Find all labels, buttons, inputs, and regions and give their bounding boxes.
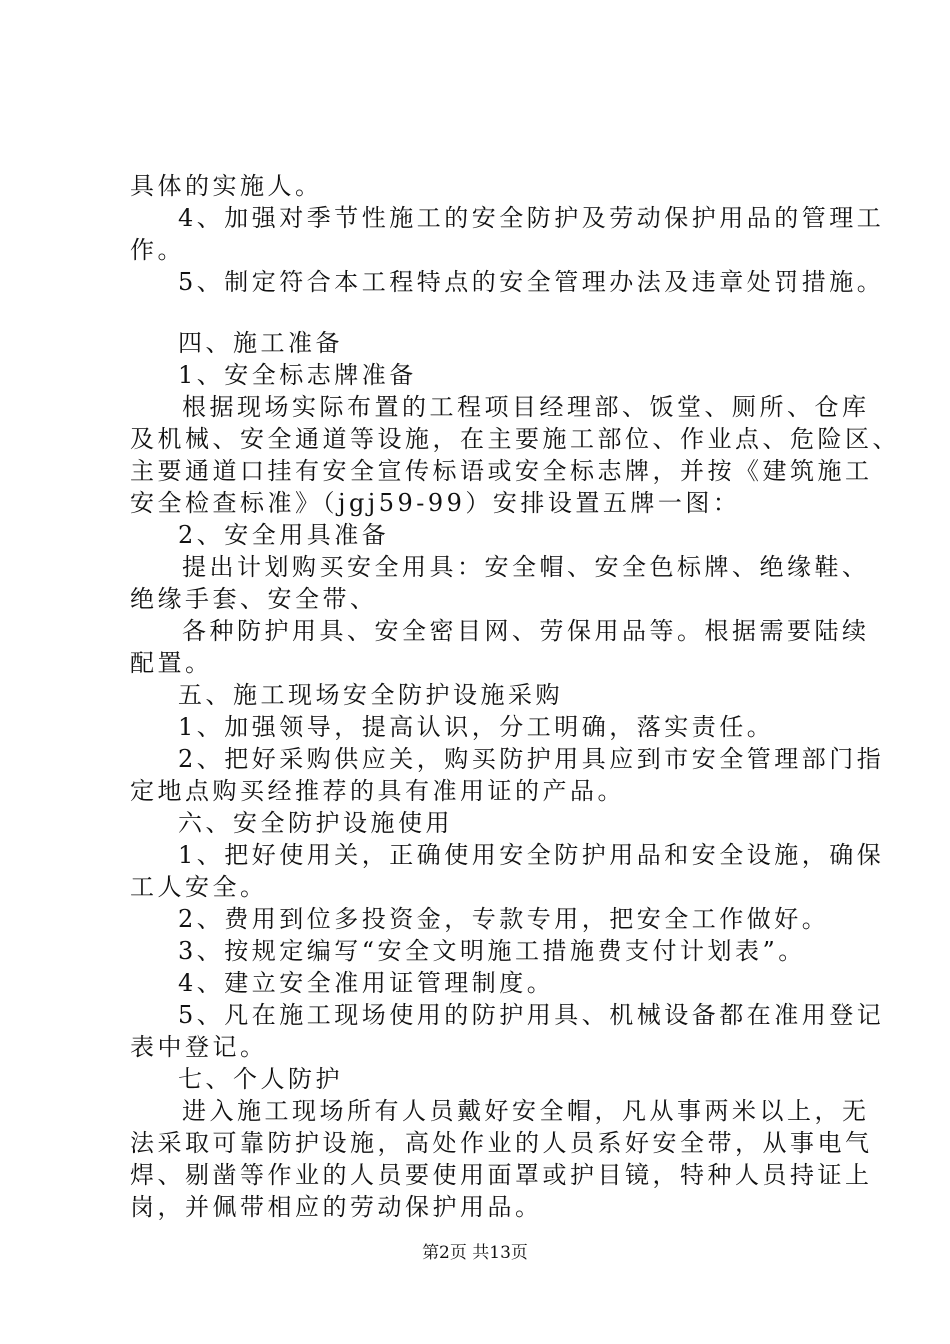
text-line: 配置。: [130, 649, 213, 677]
section-heading: 六、安全防护设施使用: [178, 809, 453, 837]
text-line: 安全检查标准》（jgj59-99）安排设置五牌一图：: [130, 489, 741, 517]
text-line: 5、凡在施工现场使用的防护用具、机械设备都在准用登记: [178, 1001, 885, 1029]
document-body: [130, 170, 900, 1223]
section-heading: 七、个人防护: [178, 1065, 343, 1093]
text-line: 4、加强对季节性施工的安全防护及劳动保护用品的管理工: [178, 204, 885, 232]
text-line: 工人安全。: [130, 873, 268, 901]
text-line: 5、制定符合本工程特点的安全管理办法及违章处罚措施。: [178, 268, 885, 296]
text-line: 及机械、安全通道等设施，在主要施工部位、作业点、危险区、: [130, 425, 900, 453]
section-heading: 五、施工现场安全防护设施采购: [178, 681, 563, 709]
text-line: 提出计划购买安全用具：安全帽、安全色标牌、绝缘鞋、: [182, 553, 870, 581]
text-line: 根据现场实际布置的工程项目经理部、饭堂、厕所、仓库: [182, 393, 870, 421]
text-line: 焊、剔凿等作业的人员要使用面罩或护目镜，特种人员持证上: [130, 1161, 873, 1189]
subsection-heading: 2、安全用具准备: [178, 521, 390, 549]
text-line: 定地点购买经推荐的具有准用证的产品。: [130, 777, 625, 805]
text-line: 岗，并佩带相应的劳动保护用品。: [130, 1193, 543, 1221]
text-line: 1、加强领导，提高认识，分工明确，落实责任。: [178, 713, 775, 741]
text-line: 绝缘手套、安全带、: [130, 585, 378, 613]
text-line: 1、把好使用关，正确使用安全防护用品和安全设施，确保: [178, 841, 885, 869]
text-line: 3、按规定编写“安全文明施工措施费支付计划表”。: [178, 937, 806, 965]
text-line: 2、把好采购供应关，购买防护用具应到市安全管理部门指: [178, 745, 885, 773]
section-heading: 四、施工准备: [178, 329, 343, 357]
text-line: 4、建立安全准用证管理制度。: [178, 969, 555, 997]
page-number-footer: 第2页 共13页: [422, 1243, 528, 1263]
text-line: 表中登记。: [130, 1033, 268, 1061]
text-line: 主要通道口挂有安全宣传标语或安全标志牌，并按《建筑施工: [130, 457, 873, 485]
subsection-heading: 1、安全标志牌准备: [178, 361, 417, 389]
text-line: 2、费用到位多投资金，专款专用，把安全工作做好。: [178, 905, 830, 933]
text-line: 具体的实施人。: [130, 172, 323, 200]
text-line: 法采取可靠防护设施，高处作业的人员系好安全带，从事电气: [130, 1129, 873, 1157]
text-line: 作。: [130, 236, 185, 264]
text-line: 各种防护用具、安全密目网、劳保用品等。根据需要陆续: [182, 617, 870, 645]
text-line: 进入施工现场所有人员戴好安全帽，凡从事两米以上，无: [182, 1097, 870, 1125]
